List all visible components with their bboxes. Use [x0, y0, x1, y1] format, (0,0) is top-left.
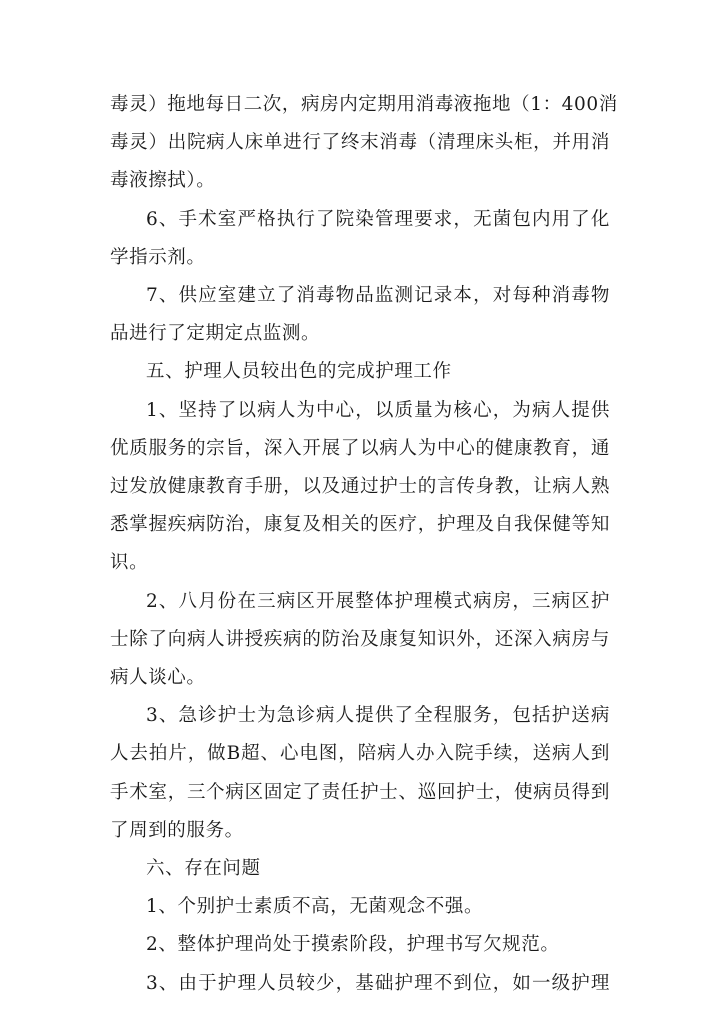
text-line: 手术室，三个病区固定了责任护士、巡回护士，使病员得到: [110, 782, 610, 803]
text-line: 毒液擦拭）。: [110, 170, 216, 191]
text-line: 6、手术室严格执行了院染管理要求，无菌包内用了化: [146, 209, 610, 230]
text-line: 人去拍片，做B超、心电图，陪病人办入院手续，送病人到: [110, 743, 610, 764]
text-line: 悉掌握疾病防治，康复及相关的医疗，护理及自我保健等知: [110, 514, 610, 535]
text-line: 学指示剂。: [110, 247, 206, 268]
text-line: 毒灵）出院病人床单进行了终末消毒（清理床头柜，并用消: [110, 132, 610, 153]
text-line: 士除了向病人讲授疾病的防治及康复知识外，还深入病房与: [110, 629, 610, 650]
text-line: 2、整体护理尚处于摸索阶段，护理书写欠规范。: [146, 934, 560, 955]
text-line: 病人谈心。: [110, 667, 206, 688]
text-line: 识。: [110, 552, 149, 573]
section-heading: 五、护理人员较出色的完成护理工作: [146, 361, 452, 382]
text-line: 3、急诊护士为急诊病人提供了全程服务，包括护送病: [146, 705, 610, 726]
text-line: 品进行了定期定点监测。: [110, 323, 321, 344]
text-line: 过发放健康教育手册，以及通过护士的言传身教，让病人熟: [110, 476, 610, 497]
section-heading: 六、存在问题: [146, 858, 261, 879]
text-line: 1、坚持了以病人为中心，以质量为核心，为病人提供: [146, 400, 610, 421]
text-line: 了周到的服务。: [110, 820, 244, 841]
text-line: 毒灵）拖地每日二次，病房内定期用消毒液拖地（1：400消: [110, 94, 618, 115]
text-line: 2、八月份在三病区开展整体护理模式病房，三病区护: [146, 591, 610, 612]
text-line: 3、由于护理人员较少，基础护理不到位，如一级护理: [146, 973, 610, 994]
text-line: 优质服务的宗旨，深入开展了以病人为中心的健康教育，通: [110, 438, 610, 459]
text-line: 1、个别护士素质不高，无菌观念不强。: [146, 896, 484, 917]
text-line: 7、供应室建立了消毒物品监测记录本，对每种消毒物: [146, 285, 610, 306]
